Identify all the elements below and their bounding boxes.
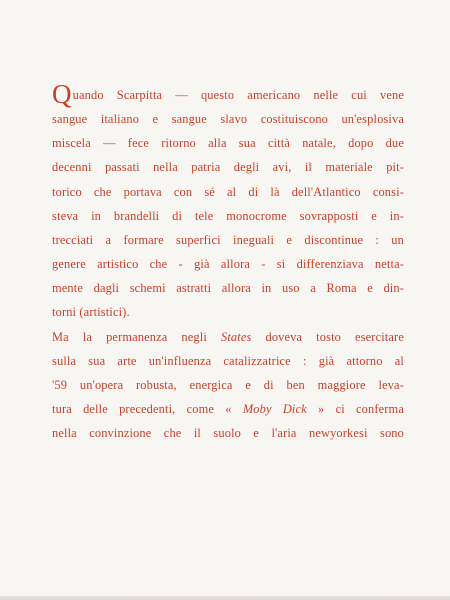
italic-title-moby-dick: Moby Dick [242, 402, 307, 417]
text-line: trecciati a formare superfici ineguali e discontinue : un [52, 232, 404, 247]
paragraph-2 [52, 325, 404, 446]
text-line: nella convinzione che il suolo e l'aria newyorkesi sono [52, 426, 404, 441]
text-line: sangue italiano e sangue slavo costituiscono un'esplosiva [52, 112, 404, 127]
text-line: decenni passati nella patria degli avi, il materiale pit- [52, 160, 404, 175]
text-line: steva in brandelli di tele monocrome sovrapposti e in- [52, 208, 404, 223]
text-line: genere artistico che - già allora - si differenziava netta- [52, 257, 404, 272]
text-line: mente dagli schemi astratti allora in uso a Roma e din- [52, 281, 404, 296]
text-line: Quando Scarpitta — questo americano nelle cui vene [52, 79, 404, 109]
text-line: torni (artistici). [52, 305, 130, 320]
text-line: miscela — fece ritorno alla sua città natale, dopo due [52, 136, 404, 151]
text-line: '59 un'opera robusta, energica e di ben maggiore leva- [52, 377, 404, 392]
body-text [52, 79, 404, 445]
paragraph-1 [52, 79, 404, 325]
text-line: Ma la permanenza negli States doveva tosto esercitare [52, 329, 404, 344]
italic-term-states: States [220, 329, 252, 344]
drop-cap: Q [52, 79, 72, 109]
text-line: tura delle precedenti, come « Moby Dick » ci conferma [52, 402, 404, 417]
text-line: torico che portava con sé al di là dell'Atlantico consi- [52, 184, 404, 199]
text-line: sulla sua arte un'influenza catalizzatrice : già attorno al [52, 353, 404, 368]
